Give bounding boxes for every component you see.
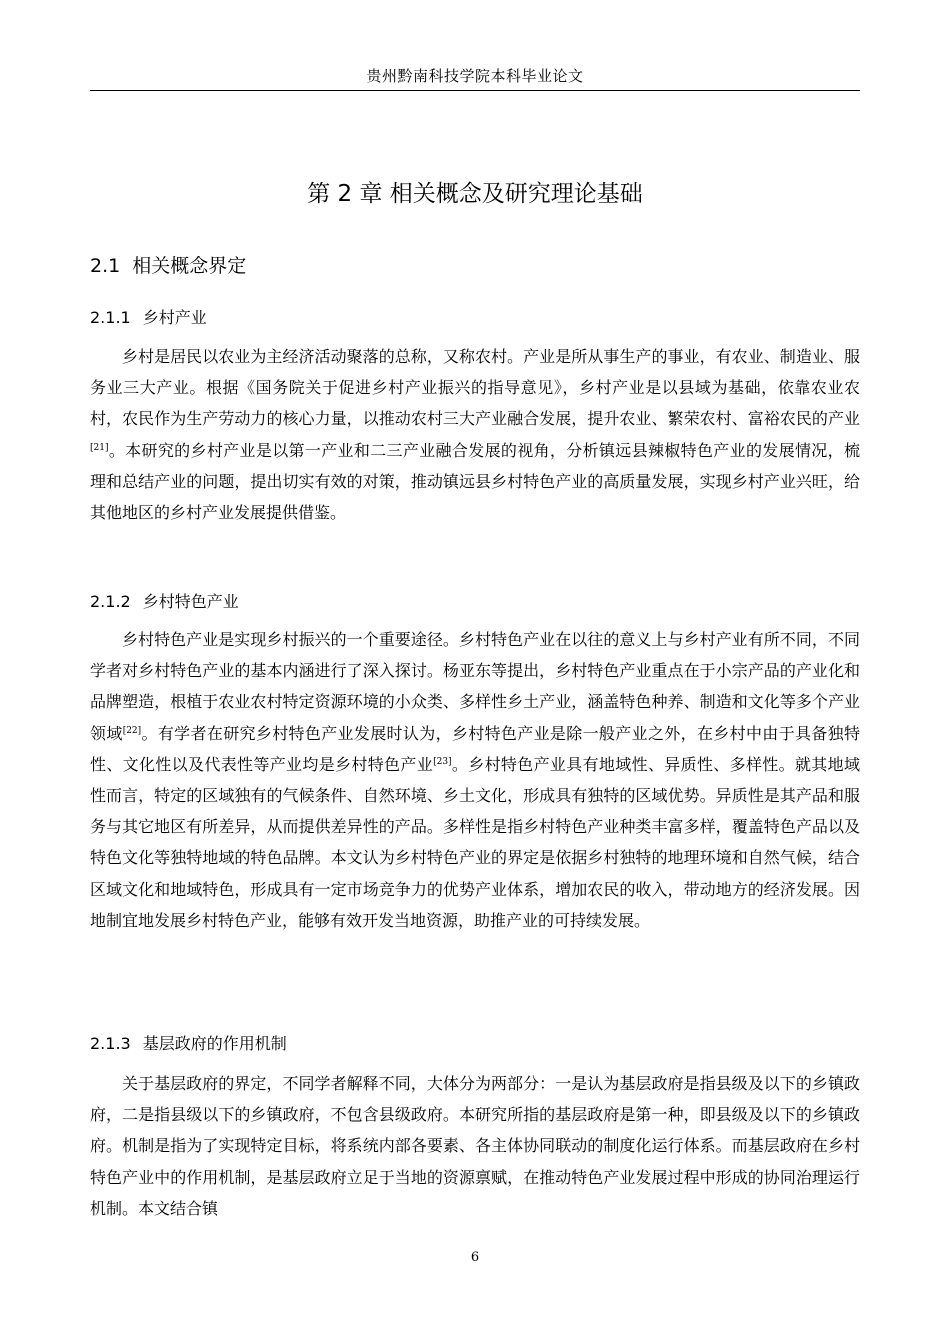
subsection-heading-2-1-3	[90, 1033, 287, 1055]
subsection-heading-2-1-2	[90, 591, 239, 613]
section-heading	[90, 253, 246, 279]
subsection-title: 基层政府的作用机制	[142, 1034, 287, 1053]
paragraph-grassroots-government	[90, 1068, 860, 1224]
subsection-number: 2.1.2	[90, 592, 131, 611]
paragraph-text: 。乡村特色产业具有地域性、异质性、多样性。就其地域性而言，特定的区域独有的气候条件、自然环境、乡土文化，形成具有独特的区域优势。异质性是其产品和服务与其它地区有所差异，从而提供差异性的产品。多样性是指乡村特色产业种类丰富多样，覆盖特色产品以及特色文化等独特地域的特色品牌。本文认为乡村特色产业的界定是依据乡村独特的地理环境和自然气候，结合区域文化和地域特色，形成具有一定市场竞争力的优势产业体系，增加农民的收入，带动地方的经济发展。因地制宜地发展乡村特色产业，能够有效开发当地资源，助推产业的可持续发展。	[90, 754, 860, 930]
paragraph-text: 关于基层政府的界定，不同学者解释不同，大体分为两部分：一是认为基层政府是指县级及以下的乡镇政府，二是指县级以下的乡镇政府，不包含县级政府。本研究所指的基层政府是第一种，即县级及以下的乡镇政府。机制是指为了实现特定目标，将系统内部各要素、各主体协同联动的制度化运行体系。而基层政府在乡村特色产业中的作用机制，是基层政府立足于当地的资源禀赋，在推动特色产业发展过程中形成的协同治理运行机制。本文结合镇	[90, 1074, 860, 1218]
paragraph-text: 乡村特色产业是实现乡村振兴的一个重要途径。乡村特色产业在以往的意义上与乡村产业有所不同，不同学者对乡村特色产业的基本内涵进行了深入探讨。杨亚东等提出，乡村特色产业重点在于小宗产品的产业化和品牌塑造，根植于农业农村特定资源环境的小众类、多样性乡土产业，涵盖特色种养、制造和文化等多个产业领域	[90, 630, 860, 743]
citation-ref: [21]	[90, 442, 109, 453]
subsection-number: 2.1.3	[90, 1034, 131, 1053]
citation-ref: [22]	[122, 725, 142, 736]
paragraph-text: 。本研究的乡村产业是以第一产业和二三产业融合发展的视角，分析镇远县辣椒特色产业的发展情况，梳理和总结产业的问题，提出切实有效的对策，推动镇远县乡村特色产业的高质量发展，实现乡村产业兴旺，给其他地区的乡村产业发展提供借鉴。	[90, 440, 860, 523]
section-title: 相关概念界定	[132, 255, 247, 277]
subsection-number: 2.1.1	[90, 308, 131, 327]
section-number: 2.1	[90, 255, 121, 277]
running-header: 贵州黔南科技学院本科毕业论文	[366, 67, 584, 85]
paragraph-text: 乡村是居民以农业为主经济活动聚落的总称，又称农村。产业是所从事生产的事业，有农业、制造业、服务业三大产业。根据《国务院关于促进乡村产业振兴的指导意见》，乡村产业是以县域为基础，依靠农业农村，农民作为生产劳动力的核心力量，以推动农村三大产业融合发展，提升农业、繁荣农村、富裕农民的产业	[90, 347, 860, 429]
page-number: 6	[470, 1250, 480, 1265]
subsection-heading-2-1-1	[90, 307, 207, 329]
subsection-title: 乡村特色产业	[142, 592, 239, 611]
chapter-title: 第 2 章 相关概念及研究理论基础	[307, 181, 643, 207]
paragraph-text: 。有学者在研究乡村特色产业发展时认为，乡村特色产业是除一般产业之外，在乡村中由于具备独特性、文化性以及代表性等产业均是乡村特色产业	[90, 723, 860, 774]
paragraph-featured-industry	[90, 624, 860, 936]
citation-ref: [23]	[433, 756, 452, 767]
paragraph-rural-industry	[90, 341, 860, 528]
header-rule	[90, 90, 860, 91]
subsection-title: 乡村产业	[142, 308, 207, 327]
